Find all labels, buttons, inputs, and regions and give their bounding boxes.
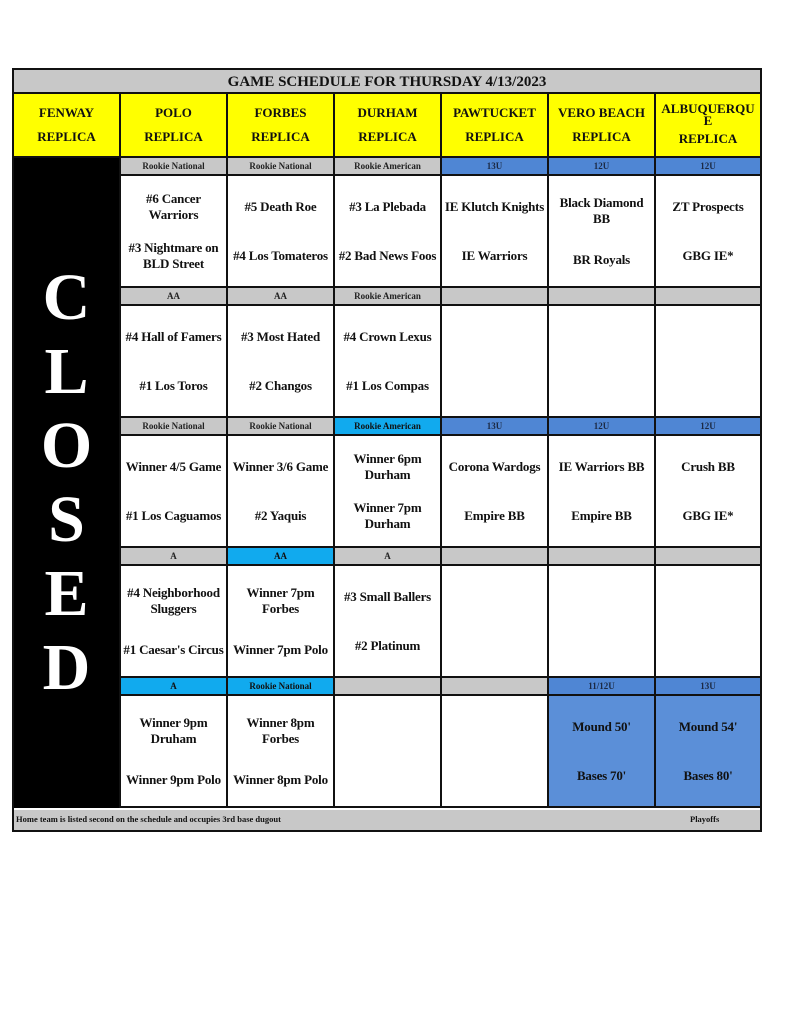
game-cell (335, 566, 442, 678)
home-team: Winner 9pm Polo (126, 771, 221, 787)
division-label: AA (228, 288, 335, 306)
field-header-vero-beach (549, 94, 656, 158)
away-team: #3 Small Ballers (343, 588, 432, 604)
away-team: #6 Cancer Warriors (146, 190, 201, 222)
game-cell (442, 696, 549, 808)
away-team: ZT Prospects (672, 198, 744, 214)
division-label: Rookie American (335, 418, 442, 436)
game-cell (228, 696, 335, 808)
away-team: Corona Wardogs (448, 458, 541, 474)
closed-letter: S (48, 483, 85, 556)
closed-letter: C (42, 261, 91, 334)
away-team: Crush BB (681, 458, 735, 474)
game-cell (228, 306, 335, 418)
home-team: #2 Platinum (354, 637, 421, 653)
game-cell (656, 566, 760, 678)
schedule-grid (14, 94, 760, 810)
game-cell (121, 566, 228, 678)
game-cell (228, 176, 335, 288)
field-header-pawtucket (442, 94, 549, 158)
away-team: Mound 54' (678, 718, 738, 734)
game-cell (549, 176, 656, 288)
division-label: 12U (656, 158, 760, 176)
division-label: 12U (656, 418, 760, 436)
game-cell (656, 306, 760, 418)
field-name: DURHAM (357, 105, 418, 120)
away-team: Mound 50' (572, 718, 631, 734)
field-sub: REPLICA (144, 129, 203, 144)
division-label: A (121, 548, 228, 566)
division-label (442, 678, 549, 696)
game-cell (442, 306, 549, 418)
away-team: #5 Death Roe (244, 198, 317, 214)
field-header-albuquerque (656, 94, 760, 158)
division-label (549, 288, 656, 306)
division-label (442, 548, 549, 566)
division-label (656, 548, 760, 566)
footer-bar (14, 810, 760, 830)
division-label (656, 288, 760, 306)
home-team: #1 Caesar's Circus (123, 641, 224, 657)
game-cell (335, 696, 442, 808)
field-sub: REPLICA (37, 129, 96, 144)
division-label: Rookie American (335, 158, 442, 176)
home-team: Bases 70' (576, 767, 627, 783)
away-team: Winner 9pm Druham (139, 714, 208, 746)
home-team: #2 Changos (249, 377, 312, 393)
division-label (549, 548, 656, 566)
division-label (335, 678, 442, 696)
division-label: 12U (549, 418, 656, 436)
closed-letter: O (40, 409, 93, 482)
field-name: POLO (155, 105, 192, 120)
away-team: Winner 3/6 Game (232, 458, 329, 474)
closed-letter: E (44, 557, 89, 630)
home-team: #1 Los Compas (346, 377, 429, 393)
home-team: #2 Bad News Foos (338, 247, 437, 263)
game-cell (335, 176, 442, 288)
field-header-durham (335, 94, 442, 158)
away-team: Black Diamond BB (559, 194, 644, 226)
division-label: 12U (549, 158, 656, 176)
home-team: Winner 7pm Polo (233, 641, 328, 657)
footer-legend: Playoffs (690, 814, 720, 824)
home-team: #3 Nightmare on BLD Street (128, 239, 219, 271)
game-cell (442, 436, 549, 548)
fenway-closed-banner (14, 158, 121, 808)
field-sub: REPLICA (678, 131, 738, 146)
field-sub: REPLICA (358, 129, 417, 144)
division-label: Rookie National (121, 158, 228, 176)
away-team: #4 Neighborhood Sluggers (127, 584, 220, 616)
away-team: #3 La Plebada (349, 198, 426, 214)
away-team: IE Warriors BB (558, 458, 645, 474)
home-team: Winner 7pm Durham (353, 499, 422, 531)
division-label: Rookie National (121, 418, 228, 436)
division-label: Rookie American (335, 288, 442, 306)
game-cell (228, 436, 335, 548)
field-name: FENWAY (38, 105, 95, 120)
field-sub: REPLICA (465, 129, 524, 144)
home-team: #2 Yaquis (254, 507, 307, 523)
field-name: FORBES (254, 105, 307, 120)
division-label: 13U (442, 158, 549, 176)
home-team: #1 Los Toros (139, 377, 208, 393)
closed-letter: L (44, 335, 89, 408)
away-team: Winner 6pm Durham (353, 450, 422, 482)
game-cell (549, 566, 656, 678)
division-label: 13U (656, 678, 760, 696)
division-label: Rookie National (228, 678, 335, 696)
away-team: #4 Hall of Famers (125, 328, 222, 344)
away-team: Winner 8pm Forbes (246, 714, 315, 746)
field-sub: REPLICA (251, 129, 310, 144)
home-team: IE Warriors (461, 247, 528, 263)
division-label: AA (228, 548, 335, 566)
home-team: #1 Los Caguamos (125, 507, 222, 523)
game-cell (442, 176, 549, 288)
game-cell (335, 436, 442, 548)
home-team: Bases 80' (683, 767, 733, 783)
game-cell (228, 566, 335, 678)
field-header-fenway (14, 94, 121, 158)
game-cell (121, 436, 228, 548)
home-team: BR Royals (572, 251, 631, 267)
game-cell (656, 176, 760, 288)
field-name: VERO BEACH (557, 105, 646, 120)
away-team: #3 Most Hated (241, 328, 320, 344)
footer-note: Home team is listed second on the schedule and occupies 3rd base dugout (16, 814, 281, 824)
schedule-sheet (12, 68, 762, 832)
field-name: ALBUQUERQUE (661, 101, 755, 128)
page-title: GAME SCHEDULE FOR THURSDAY 4/13/2023 (14, 70, 760, 94)
home-team: GBG IE* (682, 507, 734, 523)
away-team: Winner 4/5 Game (125, 458, 222, 474)
game-cell (549, 306, 656, 418)
division-label: 13U (442, 418, 549, 436)
game-cell (121, 176, 228, 288)
home-team: Empire BB (464, 507, 525, 523)
game-cell (442, 566, 549, 678)
home-team: #4 Los Tomateros (233, 247, 328, 263)
home-team: GBG IE* (682, 247, 734, 263)
away-team: IE Klutch Knights (444, 198, 545, 214)
field-header-forbes (228, 94, 335, 158)
home-team: Winner 8pm Polo (233, 771, 328, 787)
away-team: Winner 7pm Forbes (246, 584, 315, 616)
closed-letter: D (42, 631, 91, 704)
home-team: Empire BB (571, 507, 632, 523)
game-cell (656, 436, 760, 548)
field-sub: REPLICA (572, 129, 631, 144)
game-cell (549, 436, 656, 548)
game-cell (121, 696, 228, 808)
division-label: A (335, 548, 442, 566)
division-label: AA (121, 288, 228, 306)
game-cell (656, 696, 760, 808)
game-cell (335, 306, 442, 418)
division-label: A (121, 678, 228, 696)
division-label: Rookie National (228, 418, 335, 436)
division-label: 11/12U (549, 678, 656, 696)
field-header-polo (121, 94, 228, 158)
game-cell (121, 306, 228, 418)
away-team: #4 Crown Lexus (343, 328, 432, 344)
division-label (442, 288, 549, 306)
field-name: PAWTUCKET (453, 105, 536, 120)
division-label: Rookie National (228, 158, 335, 176)
game-cell (549, 696, 656, 808)
